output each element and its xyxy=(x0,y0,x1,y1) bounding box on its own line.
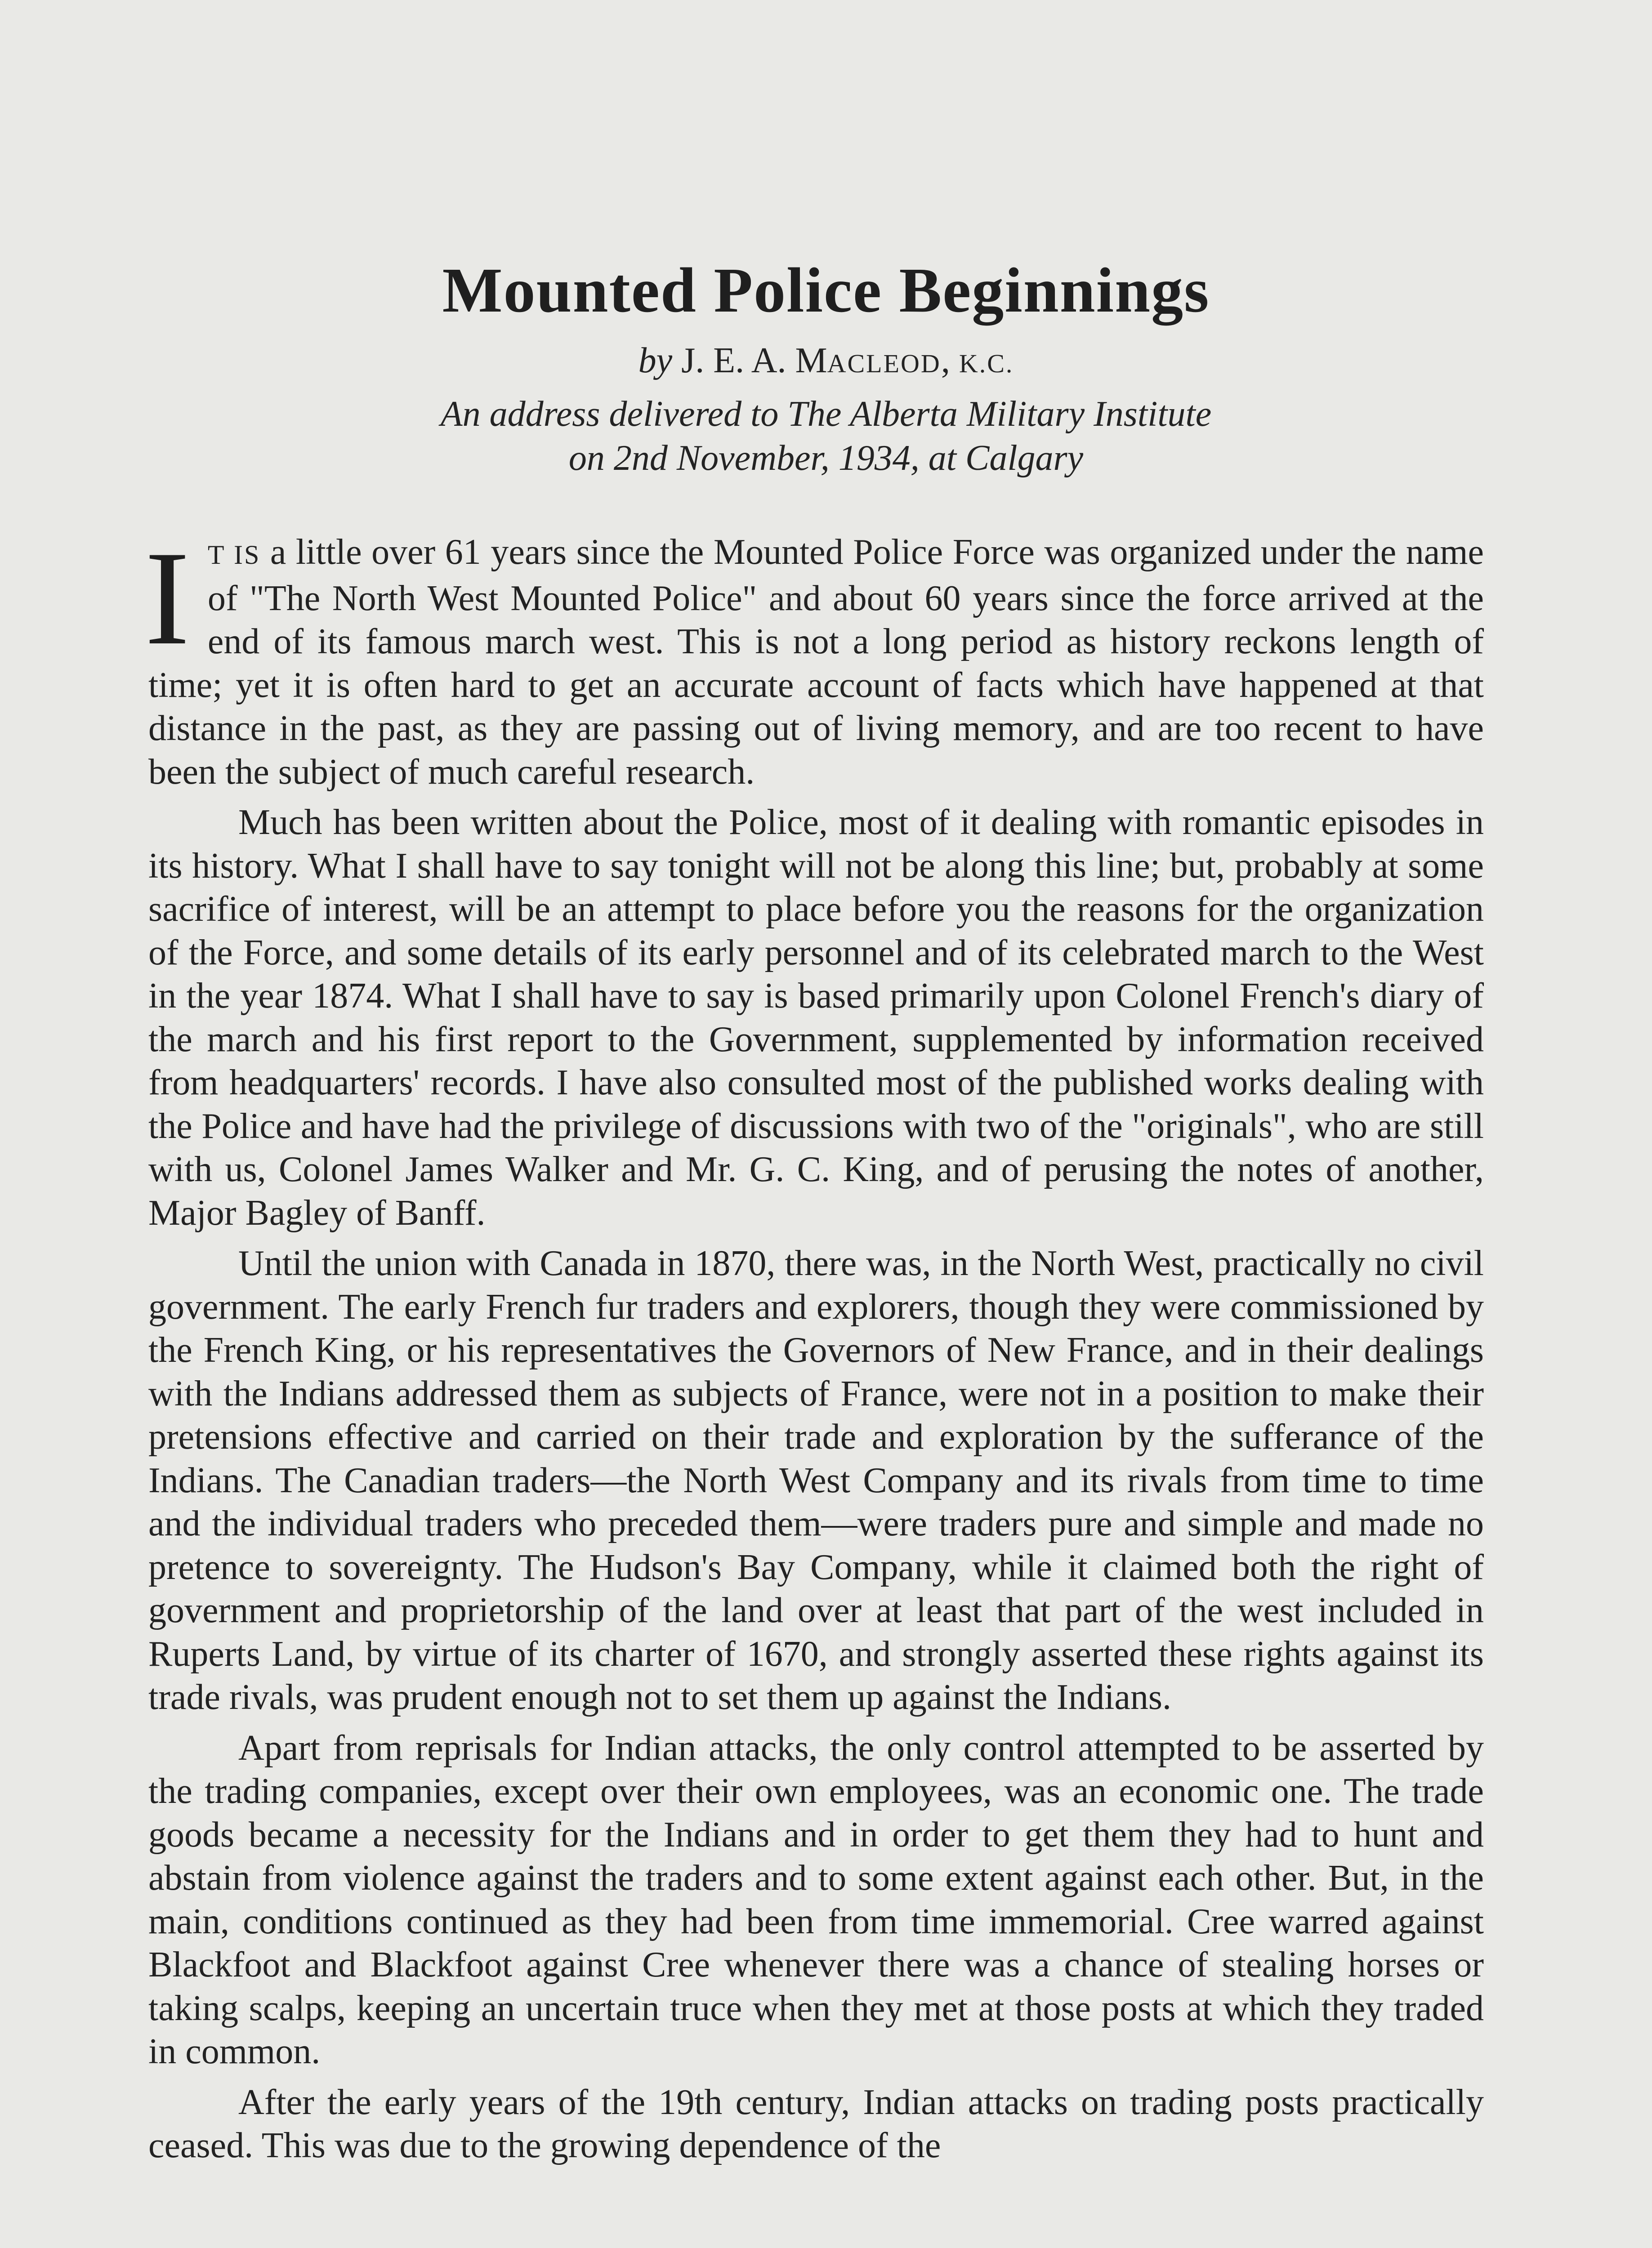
author-byline: by J. E. A. MACLEOD, K.C. xyxy=(638,341,1014,380)
paragraph-3: Until the union with Canada in 1870, there was, in the North West, practically no civil government. The early French fur traders and explorers, though they were commissioned by the French King, or his representatives the Governors of New France, and in their dealings with the Indians addressed them as subjects of France, were not in a position to make their pretensions effective and carried on their trade and exploration by the sufferance of the Indians. The Canadian traders—the North West Company and its rivals from time to time and the individual traders who preceded them—were traders pure and simple and made no pretence to sovereignty. The Hudson's Bay Company, while it claimed both the right of government and proprietorship of the land over at least that part of the west included in Ruperts Land, by virtue of its charter of 1670, and strongly asserted these rights against its trade rivals, was prudent enough not to set them up against the Indians. xyxy=(148,1244,1484,1717)
paragraph-2: Much has been written about the Police, most of it dealing with romantic episodes in its history. What I shall have to say tonight will not be along this line; but, probably at some sacrifice of interest, will be an attempt to place before you the reasons for the organization of the Force, and some details of its early personnel and of its celebrated march to the West in the year 1874. What I shall have to say is based primarily upon Colonel French's diary of the march and his first report to the Government, supplemented by information received from headquarters' records. I have also consulted most of the published works dealing with the Police and have had the privilege of discussions with two of the "originals", who are still with us, Colonel James Walker and Mr. G. C. King, and of perusing the notes of another, Major Bagley of Banff. xyxy=(148,803,1484,1233)
article-subtitle xyxy=(0,392,1652,480)
subtitle-line-1: An address delivered to The Alberta Military Institute xyxy=(440,394,1212,434)
lead-smallcaps: T IS xyxy=(207,540,261,570)
byline-by: by xyxy=(638,341,673,380)
byline-author-initials: J. E. A. M xyxy=(681,341,827,380)
paragraph-1-text: a little over 61 years since the Mounted Police Force was organized under the name of "The North West Mounted Police" and about 60 years since the force arrived at the end of its famous march west. This is not a long period as history reckons length of time; yet it is often hard to get an accurate account of facts which have happened at that distance in the past, as they are passing out of living memory, and are too recent to have been the subject of much careful research. xyxy=(148,532,1484,792)
paragraph-5: After the early years of the 19th century, Indian attacks on trading posts practically ceased. This was due to the growing dependence of the xyxy=(148,2082,1484,2165)
drop-cap: I xyxy=(145,523,190,673)
article-title: Mounted Police Beginnings xyxy=(442,254,1210,326)
paragraph-4: Apart from reprisals for Indian attacks, the only control attempted to be asserted by the trading companies, except over their own employees, was an economic one. The trade goods became a necessity for the Indians and in order to get them they had to hunt and abstain from violence against the traders and to some extent against each other. But, in the main, conditions continued as they had been from time immemorial. Cree warred against Blackfoot and Blackfoot against Cree whenever there was a chance of stealing horses or taking scalps, keeping an uncertain truce when they met at those posts at which they traded in common. xyxy=(148,1728,1484,2071)
byline-author-rest: ACLEOD xyxy=(827,349,941,378)
byline-suffix: K.C. xyxy=(959,349,1014,378)
article-body xyxy=(145,523,1484,2175)
subtitle-line-2: on 2nd November, 1934, at Calgary xyxy=(568,438,1084,478)
paragraph-1 xyxy=(145,523,1484,794)
